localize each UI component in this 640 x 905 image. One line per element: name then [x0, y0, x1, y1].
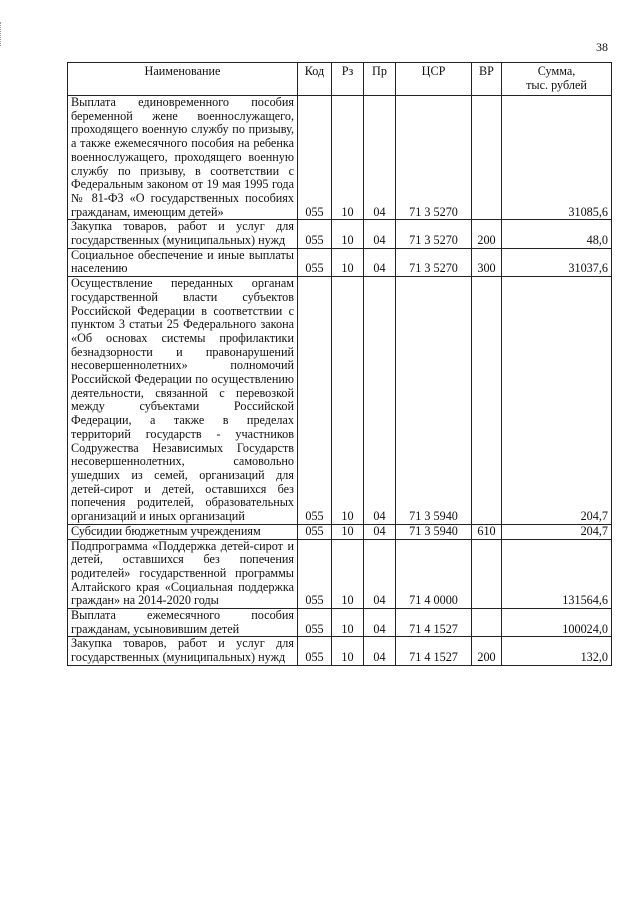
row-vr: 610: [472, 524, 502, 539]
row-vr: 200: [472, 637, 502, 665]
row-csr: 71 4 0000: [396, 539, 472, 609]
row-rz: 10: [332, 637, 364, 665]
row-rz: 10: [332, 609, 364, 637]
row-vr: [472, 539, 502, 609]
row-rz: 10: [332, 248, 364, 276]
table-row: [68, 96, 612, 220]
row-sum: 131564,6: [502, 539, 612, 609]
header-csr: ЦСР: [396, 63, 472, 96]
row-rz: 10: [332, 524, 364, 539]
row-name: Социальное обеспечение и иные выплаты населению: [68, 248, 298, 276]
row-name: Закупка товаров, работ и услуг для государственных (муниципальных) нужд: [68, 637, 298, 665]
row-code: 055: [298, 220, 332, 248]
row-csr: 71 3 5270: [396, 96, 472, 220]
row-sum: 204,7: [502, 277, 612, 525]
row-name: Выплата ежемесячного пособия гражданам, усыновившим детей: [68, 609, 298, 637]
row-code: 055: [298, 637, 332, 665]
margin-mark: [0, 22, 4, 46]
row-vr: 300: [472, 248, 502, 276]
row-name: Осуществление переданных органам государственной власти субъектов Российской Федерации в соответствии с пунктом 3 статьи 25 Федерального закона «Об основах системы профилактики безнадзорности и правонарушений несовершеннолетних» полномочий Российской Федерации по осуществлению деятельности, связанной с перевозкой между субъектами Российской Федерации, а также в пределах территорий государств - участников Содружества Независимых Государств несовершеннолетних, самовольно ушедших из семей, организаций для детей-сирот и детей, оставшихся без попечения родителей, образовательных организаций и иных организаций: [68, 277, 298, 525]
row-vr: [472, 277, 502, 525]
row-name: Закупка товаров, работ и услуг для государственных (муниципальных) нужд: [68, 220, 298, 248]
table-row: [68, 220, 612, 248]
row-vr: 200: [472, 220, 502, 248]
row-code: 055: [298, 524, 332, 539]
header-rz: Рз: [332, 63, 364, 96]
row-sum: 100024,0: [502, 609, 612, 637]
table-row: [68, 524, 612, 539]
row-sum: 204,7: [502, 524, 612, 539]
budget-table: [67, 62, 612, 666]
row-name: Подпрограмма «Поддержка детей-сирот и детей, оставшихся без попечения родителей» государственной программы Алтайского края «Социальная поддержка граждан» на 2014-2020 годы: [68, 539, 298, 609]
row-csr: 71 3 5270: [396, 248, 472, 276]
row-pr: 04: [364, 220, 396, 248]
row-sum: 132,0: [502, 637, 612, 665]
table-row: [68, 637, 612, 665]
table-row: [68, 609, 612, 637]
table-row: [68, 248, 612, 276]
header-name: Наименование: [68, 63, 298, 96]
row-code: 055: [298, 248, 332, 276]
row-name: Выплата единовременного пособия беременной жене военнослужащего, проходящего военную службу по призыву, а также ежемесячного пособия на ребенка военнослужащего, проходящего военную службу по призыву, в соответствии с Федеральным законом от 19 мая 1995 года № 81-ФЗ «О государственных пособиях гражданам, имеющим детей»: [68, 96, 298, 220]
header-code: Код: [298, 63, 332, 96]
row-rz: 10: [332, 96, 364, 220]
header-sum: [502, 63, 612, 96]
row-csr: 71 4 1527: [396, 609, 472, 637]
row-rz: 10: [332, 277, 364, 525]
header-sum-line1: Сумма,: [537, 64, 576, 78]
row-pr: 04: [364, 524, 396, 539]
table-header-row: [68, 63, 612, 96]
row-pr: 04: [364, 248, 396, 276]
row-code: 055: [298, 277, 332, 525]
row-code: 055: [298, 96, 332, 220]
row-pr: 04: [364, 96, 396, 220]
row-pr: 04: [364, 609, 396, 637]
row-name: Субсидии бюджетным учреждениям: [68, 524, 298, 539]
row-pr: 04: [364, 539, 396, 609]
row-rz: 10: [332, 539, 364, 609]
header-sum-line2: тыс. рублей: [526, 77, 587, 92]
table-row: [68, 277, 612, 525]
row-pr: 04: [364, 637, 396, 665]
row-pr: 04: [364, 277, 396, 525]
row-sum: 31037,6: [502, 248, 612, 276]
row-code: 055: [298, 609, 332, 637]
row-csr: 71 4 1527: [396, 637, 472, 665]
row-sum: 31085,6: [502, 96, 612, 220]
table-row: [68, 539, 612, 609]
row-rz: 10: [332, 220, 364, 248]
row-vr: [472, 96, 502, 220]
row-csr: 71 3 5940: [396, 524, 472, 539]
row-csr: 71 3 5940: [396, 277, 472, 525]
row-vr: [472, 609, 502, 637]
header-vr: ВР: [472, 63, 502, 96]
page-number: 38: [596, 40, 608, 54]
row-csr: 71 3 5270: [396, 220, 472, 248]
row-sum: 48,0: [502, 220, 612, 248]
header-pr: Пр: [364, 63, 396, 96]
row-code: 055: [298, 539, 332, 609]
